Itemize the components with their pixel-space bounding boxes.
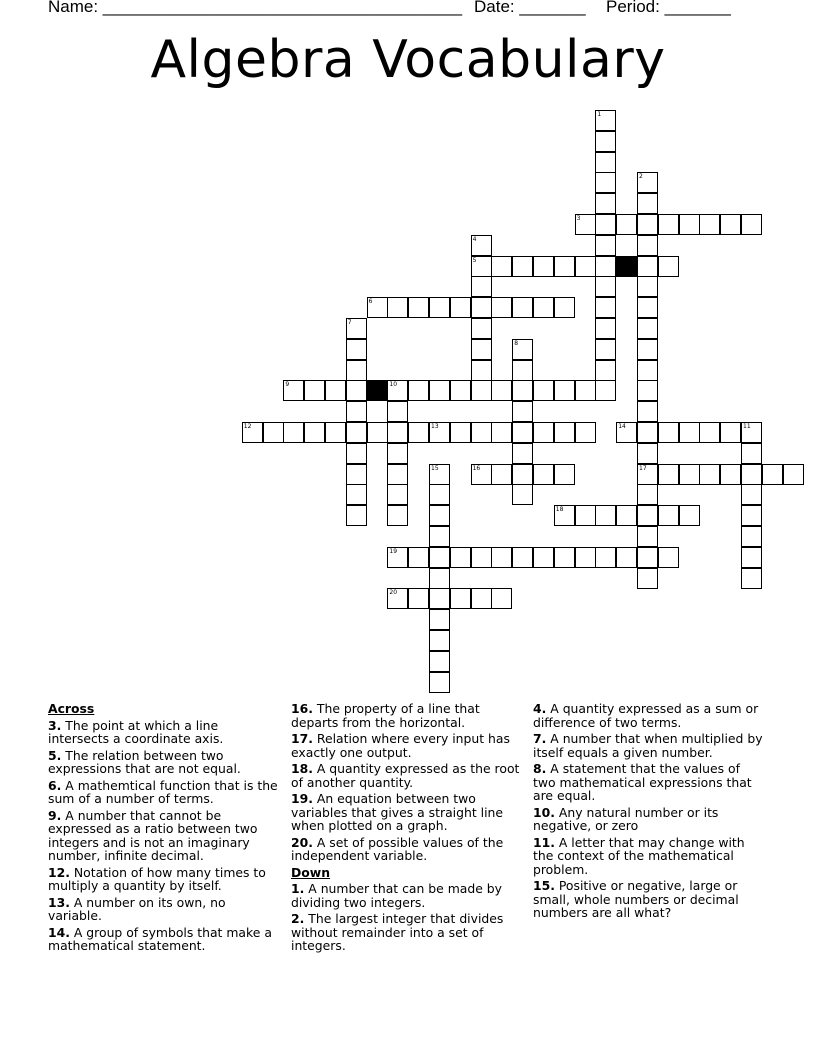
clue-number: 6 xyxy=(368,298,373,306)
crossword-cell[interactable] xyxy=(387,464,408,485)
crossword-cell[interactable] xyxy=(616,214,637,235)
crossword-cell[interactable] xyxy=(658,505,679,526)
crossword-cell[interactable] xyxy=(450,380,471,401)
crossword-cell[interactable] xyxy=(679,464,700,485)
crossword-cell[interactable] xyxy=(429,547,450,568)
crossword-cell[interactable] xyxy=(595,131,616,152)
crossword-cell[interactable] xyxy=(471,464,492,485)
crossword-cell[interactable] xyxy=(637,360,658,381)
crossword-cell[interactable] xyxy=(387,422,408,443)
crossword-cell[interactable] xyxy=(387,505,408,526)
crossword-cell[interactable] xyxy=(595,318,616,339)
crossword-cell[interactable] xyxy=(554,422,575,443)
across-heading: Across xyxy=(48,701,95,716)
crossword-cell[interactable] xyxy=(741,464,762,485)
crossword-cell[interactable] xyxy=(575,256,596,277)
crossword-cell[interactable] xyxy=(679,505,700,526)
crossword-cell[interactable] xyxy=(595,380,616,401)
crossword-cell[interactable] xyxy=(387,547,408,568)
clue-number: 16 xyxy=(472,464,481,472)
crossword-cell[interactable] xyxy=(699,214,720,235)
crossword-cell[interactable] xyxy=(471,588,492,609)
crossword-cell[interactable] xyxy=(491,422,512,443)
clue-number: 7 xyxy=(347,319,352,326)
black-square xyxy=(367,380,388,401)
crossword-cell[interactable] xyxy=(346,484,367,505)
crossword-cell[interactable] xyxy=(512,339,533,360)
crossword-cell[interactable] xyxy=(658,256,679,277)
clue-number: 19 xyxy=(389,547,398,555)
crossword-cell[interactable] xyxy=(471,360,492,381)
crossword-cell[interactable] xyxy=(471,276,492,297)
crossword-cell[interactable] xyxy=(575,505,596,526)
crossword-cell[interactable] xyxy=(637,484,658,505)
crossword-cell[interactable] xyxy=(283,422,304,443)
crossword-cell[interactable] xyxy=(533,297,554,318)
clue-across-20: 20. A set of possible values of the independent variable. xyxy=(291,834,504,863)
crossword-cell[interactable] xyxy=(637,297,658,318)
crossword-cell[interactable] xyxy=(595,256,616,277)
page-title: Algebra Vocabulary xyxy=(150,30,666,90)
crossword-cell[interactable] xyxy=(533,422,554,443)
crossword-cell[interactable] xyxy=(471,297,492,318)
crossword-cell[interactable] xyxy=(512,443,533,464)
crossword-cell[interactable] xyxy=(637,235,658,256)
crossword-cell[interactable] xyxy=(554,380,575,401)
crossword-cell[interactable] xyxy=(450,422,471,443)
crossword-cell[interactable] xyxy=(387,401,408,422)
crossword-cell[interactable] xyxy=(512,422,533,443)
crossword-cell[interactable] xyxy=(575,422,596,443)
crossword-cell[interactable] xyxy=(429,672,450,693)
crossword-cell[interactable] xyxy=(699,422,720,443)
clue-number: 9 xyxy=(285,381,290,389)
crossword-cell[interactable] xyxy=(741,443,762,464)
crossword-cell[interactable] xyxy=(554,505,575,526)
crossword-cell[interactable] xyxy=(512,464,533,485)
clue-number: 17 xyxy=(639,464,647,472)
crossword-cell[interactable] xyxy=(450,588,471,609)
crossword-cell[interactable] xyxy=(367,297,388,318)
crossword-cell[interactable] xyxy=(387,380,408,401)
clues-column-1 xyxy=(48,702,280,956)
clue-across-12: 12. Notation of how many times to multiply a quantity by itself. xyxy=(48,864,266,893)
crossword-cell[interactable] xyxy=(408,380,429,401)
crossword-cell[interactable] xyxy=(471,235,492,256)
crossword-cell[interactable] xyxy=(720,214,741,235)
clue-number: 8 xyxy=(514,339,519,347)
crossword-cell[interactable] xyxy=(512,484,533,505)
crossword-cell[interactable] xyxy=(616,505,637,526)
crossword-cell[interactable] xyxy=(450,297,471,318)
crossword-cell[interactable] xyxy=(637,339,658,360)
crossword-cell[interactable] xyxy=(387,443,408,464)
clue-down-10: 10. Any natural number or its negative, or zero xyxy=(533,804,719,833)
crossword-cell[interactable] xyxy=(512,297,533,318)
crossword-cell[interactable] xyxy=(637,505,658,526)
crossword-cell[interactable] xyxy=(741,484,762,505)
crossword-cell[interactable] xyxy=(554,547,575,568)
clue-number: 14 xyxy=(618,423,626,430)
clue-down-1: 1. A number that can be made by dividing two integers. xyxy=(291,881,503,910)
crossword-cell[interactable] xyxy=(533,464,554,485)
name-field-label: Name: ______________________________________ xyxy=(48,0,463,16)
crossword-cell[interactable] xyxy=(741,505,762,526)
crossword-cell[interactable] xyxy=(741,568,762,589)
crossword-cell[interactable] xyxy=(699,464,720,485)
crossword-cell[interactable] xyxy=(450,547,471,568)
crossword-cell[interactable] xyxy=(471,318,492,339)
crossword-cell[interactable] xyxy=(512,547,533,568)
clue-across-5: 5. The relation between two expressions that are not equal. xyxy=(48,747,241,776)
crossword-cell[interactable] xyxy=(491,297,512,318)
crossword-cell[interactable] xyxy=(408,297,429,318)
crossword-cell[interactable] xyxy=(533,380,554,401)
crossword-cell[interactable] xyxy=(429,526,450,547)
crossword-cell[interactable] xyxy=(429,588,450,609)
crossword-cell[interactable] xyxy=(762,464,783,485)
crossword-cell[interactable] xyxy=(554,256,575,277)
clue-number: 11 xyxy=(743,423,751,430)
clue-number: 18 xyxy=(555,506,564,514)
crossword-cell[interactable] xyxy=(346,380,367,401)
crossword-cell[interactable] xyxy=(595,360,616,381)
crossword-cell[interactable] xyxy=(595,547,616,568)
crossword-cell[interactable] xyxy=(408,422,429,443)
crossword-cell[interactable] xyxy=(367,422,388,443)
crossword-cell[interactable] xyxy=(575,380,596,401)
crossword-cell[interactable] xyxy=(783,464,804,485)
crossword-cell[interactable] xyxy=(429,380,450,401)
crossword-cell[interactable] xyxy=(491,380,512,401)
crossword-cell[interactable] xyxy=(346,464,367,485)
crossword-cell[interactable] xyxy=(595,172,616,193)
crossword-cell[interactable] xyxy=(616,547,637,568)
crossword-cell[interactable] xyxy=(720,464,741,485)
crossword-cell[interactable] xyxy=(741,547,762,568)
crossword-cell[interactable] xyxy=(491,588,512,609)
clue-across-6: 6. A mathemtical function that is the sum of a number of terms. xyxy=(48,777,278,806)
clue-number: 15 xyxy=(431,464,439,472)
crossword-cell[interactable] xyxy=(471,422,492,443)
crossword-cell[interactable] xyxy=(346,443,367,464)
crossword-cell[interactable] xyxy=(616,422,637,443)
crossword-cell[interactable] xyxy=(637,380,658,401)
crossword-cell[interactable] xyxy=(387,588,408,609)
crossword-cell[interactable] xyxy=(595,110,616,131)
clue-down-4: 4. A quantity expressed as a sum or difference of two terms. xyxy=(533,701,759,730)
crossword-cell[interactable] xyxy=(595,152,616,173)
clue-number: 4 xyxy=(472,235,477,243)
clue-number: 12 xyxy=(243,423,252,430)
clue-number: 1 xyxy=(597,111,602,118)
clue-across-14: 14. A group of symbols that make a mathematical statement. xyxy=(48,924,272,953)
crossword-cell[interactable] xyxy=(429,464,450,485)
crossword-cell[interactable] xyxy=(429,422,450,443)
crossword-cell[interactable] xyxy=(429,484,450,505)
crossword-cell[interactable] xyxy=(346,339,367,360)
crossword-cell[interactable] xyxy=(304,380,325,401)
crossword-cell[interactable] xyxy=(595,235,616,256)
down-heading: Down xyxy=(291,864,331,880)
clue-across-13: 13. A number on its own, no variable. xyxy=(48,894,226,923)
crossword-cell[interactable] xyxy=(637,214,658,235)
crossword-cell[interactable] xyxy=(325,422,346,443)
crossword-cell[interactable] xyxy=(637,568,658,589)
crossword-cell[interactable] xyxy=(491,547,512,568)
crossword-cell[interactable] xyxy=(471,339,492,360)
crossword-cell[interactable] xyxy=(575,214,596,235)
crossword-cell[interactable] xyxy=(575,547,596,568)
crossword-cell[interactable] xyxy=(512,401,533,422)
crossword-cell[interactable] xyxy=(741,526,762,547)
crossword-cell[interactable] xyxy=(429,297,450,318)
crossword-cell[interactable] xyxy=(679,214,700,235)
crossword-cell[interactable] xyxy=(595,276,616,297)
crossword-cell[interactable] xyxy=(283,380,304,401)
crossword-cell[interactable] xyxy=(429,568,450,589)
crossword-cell[interactable] xyxy=(658,464,679,485)
clue-across-3: 3. The point at which a line intersects a coordinate axis. xyxy=(48,717,224,746)
clue-across-19: 19. An equation between two variables that gives a straight line when plotted on a graph. xyxy=(291,791,503,833)
period-field-label: Period: _______ xyxy=(606,0,731,16)
crossword-cell[interactable] xyxy=(429,609,450,630)
clue-down-11: 11. A letter that may change with the context of the mathematical problem. xyxy=(533,834,745,877)
clue-down-8: 8. A statement that the values of two mathematical expressions that are equal. xyxy=(533,761,752,803)
crossword-cell[interactable] xyxy=(554,464,575,485)
crossword-cell[interactable] xyxy=(387,297,408,318)
crossword-cell[interactable] xyxy=(304,422,325,443)
clue-number: 20 xyxy=(389,589,398,597)
crossword-cell[interactable] xyxy=(346,318,367,339)
clue-down-15: 15. Positive or negative, large or small, whole numbers or decimal numbers are all what? xyxy=(533,878,739,920)
crossword-cell[interactable] xyxy=(595,505,616,526)
crossword-cell[interactable] xyxy=(263,422,284,443)
crossword-cell[interactable] xyxy=(491,256,512,277)
crossword-cell[interactable] xyxy=(741,214,762,235)
crossword-cell[interactable] xyxy=(512,256,533,277)
crossword-cell[interactable] xyxy=(408,547,429,568)
crossword-cell[interactable] xyxy=(741,422,762,443)
crossword-cell[interactable] xyxy=(637,193,658,214)
clues-column-3 xyxy=(533,702,765,923)
crossword-cell[interactable] xyxy=(637,276,658,297)
crossword-cell[interactable] xyxy=(637,526,658,547)
clue-down-2: 2. The largest integer that divides without remainder into a set of integers. xyxy=(291,911,504,953)
crossword-cell[interactable] xyxy=(491,464,512,485)
crossword-cell[interactable] xyxy=(595,297,616,318)
crossword-cell[interactable] xyxy=(679,422,700,443)
crossword-cell[interactable] xyxy=(429,505,450,526)
crossword-cell[interactable] xyxy=(637,464,658,485)
crossword-cell[interactable] xyxy=(554,297,575,318)
crossword-cell[interactable] xyxy=(325,380,346,401)
clue-number: 10 xyxy=(389,381,398,389)
crossword-cell[interactable] xyxy=(346,401,367,422)
crossword-cell[interactable] xyxy=(242,422,263,443)
crossword-cell[interactable] xyxy=(720,422,741,443)
clues-column-2 xyxy=(291,702,523,956)
black-square xyxy=(616,256,637,277)
crossword-cell[interactable] xyxy=(637,443,658,464)
clue-down-7: 7. A number that when multiplied by itself equals a given number. xyxy=(533,731,763,760)
clue-across-17: 17. Relation where every input has exactly one output. xyxy=(291,731,510,760)
crossword-cell[interactable] xyxy=(471,256,492,277)
date-field-label: Date: _______ xyxy=(474,0,586,16)
crossword-cell[interactable] xyxy=(346,505,367,526)
crossword-cell[interactable] xyxy=(408,588,429,609)
clue-number: 5 xyxy=(472,256,477,264)
crossword-cell[interactable] xyxy=(658,547,679,568)
crossword-cell[interactable] xyxy=(658,422,679,443)
crossword-cell[interactable] xyxy=(429,651,450,672)
crossword-cell[interactable] xyxy=(637,422,658,443)
crossword-cell[interactable] xyxy=(533,547,554,568)
clue-number: 3 xyxy=(576,215,581,222)
crossword-cell[interactable] xyxy=(346,360,367,381)
crossword-cell[interactable] xyxy=(595,214,616,235)
crossword-cell[interactable] xyxy=(658,214,679,235)
crossword-cell[interactable] xyxy=(533,256,554,277)
clue-number: 13 xyxy=(431,423,439,430)
clue-across-18: 18. A quantity expressed as the root of another quantity. xyxy=(291,761,520,790)
crossword-cell[interactable] xyxy=(637,256,658,277)
clue-across-9: 9. A number that cannot be expressed as a ratio between two integers and is not an imaginary number, infinite decimal. xyxy=(48,807,258,863)
crossword-cell[interactable] xyxy=(346,422,367,443)
crossword-cell[interactable] xyxy=(637,172,658,193)
crossword-cell[interactable] xyxy=(429,630,450,651)
crossword-cell[interactable] xyxy=(637,401,658,422)
crossword-cell[interactable] xyxy=(512,360,533,381)
crossword-cell[interactable] xyxy=(637,547,658,568)
clue-number: 2 xyxy=(639,173,643,181)
clue-across-16: 16. The property of a line that departs from the horizontal. xyxy=(291,701,480,730)
crossword-cell[interactable] xyxy=(595,339,616,360)
crossword-cell[interactable] xyxy=(512,380,533,401)
crossword-cell[interactable] xyxy=(637,318,658,339)
crossword-cell[interactable] xyxy=(387,484,408,505)
crossword-cell[interactable] xyxy=(595,193,616,214)
crossword-cell[interactable] xyxy=(471,547,492,568)
crossword-cell[interactable] xyxy=(471,380,492,401)
